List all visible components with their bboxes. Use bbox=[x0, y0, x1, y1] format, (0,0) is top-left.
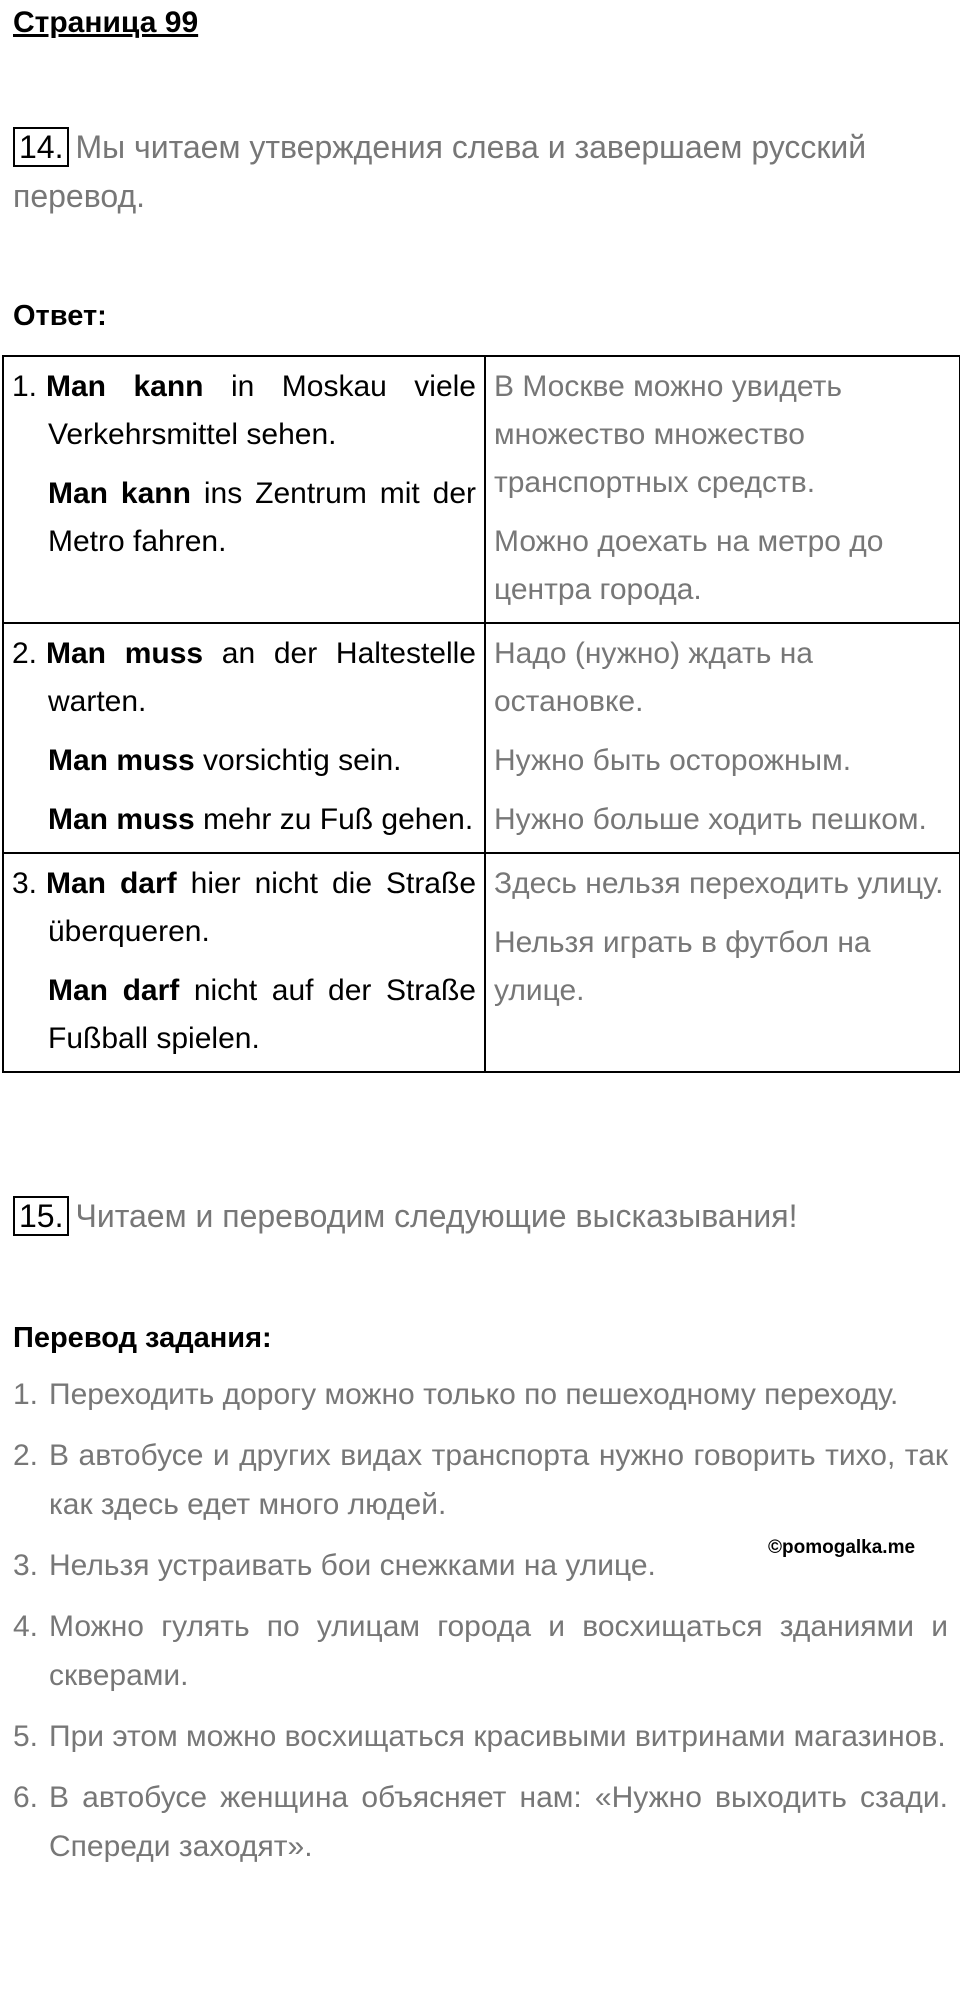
german-cell bbox=[3, 853, 485, 1072]
item-text: Переходить дорогу можно только по пешеходному переходу. bbox=[49, 1378, 899, 1411]
russian-translation: Здесь нельзя переходить улицу. bbox=[494, 867, 944, 900]
modal-phrase: Man muss bbox=[48, 744, 195, 777]
russian-translation: Можно доехать на метро до центра города. bbox=[494, 525, 884, 606]
item-number: 1. bbox=[13, 1378, 39, 1411]
item-number: 4. bbox=[13, 1610, 39, 1643]
translation-heading: Перевод задания: bbox=[13, 1322, 272, 1354]
item-number: 3. bbox=[13, 1549, 39, 1582]
item-number: 2. bbox=[13, 1439, 39, 1472]
german-cell bbox=[3, 623, 485, 853]
list-item bbox=[13, 1602, 948, 1700]
modal-phrase: Man darf bbox=[46, 867, 177, 900]
german-sentence bbox=[12, 796, 476, 844]
table-row bbox=[3, 853, 960, 1072]
translation-list bbox=[13, 1370, 948, 1883]
modal-phrase: Man darf bbox=[48, 974, 180, 1007]
task-number-15: 15. bbox=[13, 1196, 69, 1236]
table-row bbox=[3, 356, 960, 623]
task-14-text: Мы читаем утверждения слева и завершаем русский перевод. bbox=[13, 129, 867, 214]
task-14 bbox=[13, 123, 948, 221]
german-sentence bbox=[12, 470, 476, 566]
russian-cell bbox=[485, 623, 960, 853]
russian-translation: В Москве можно увидеть множество множество транспортных средств. bbox=[494, 370, 842, 499]
table-row bbox=[3, 623, 960, 853]
task-number-14: 14. bbox=[13, 127, 69, 167]
sentence-rest: ins Zentrum mit der Metro fahren. bbox=[48, 477, 476, 558]
modal-phrase: Man kann bbox=[48, 477, 191, 510]
watermark-text: ©pomogalka.me bbox=[768, 1537, 916, 1558]
list-item bbox=[13, 1773, 948, 1871]
row-number: 1. bbox=[12, 370, 38, 403]
item-text: Можно гулять по улицам города и восхищаться зданиями и скверами. bbox=[49, 1610, 948, 1692]
item-text: В автобусе женщина объясняет нам: «Нужно выходить сзади. Спереди заходят». bbox=[49, 1781, 948, 1863]
german-sentence bbox=[12, 860, 476, 956]
russian-cell bbox=[485, 356, 960, 623]
german-sentence bbox=[12, 630, 476, 726]
sentence-rest: mehr zu Fuß gehen. bbox=[194, 803, 474, 836]
german-sentence bbox=[12, 967, 476, 1063]
item-text: При этом можно восхищаться красивыми витринами магазинов. bbox=[49, 1720, 946, 1753]
task-15-text: Читаем и переводим следующие высказывания! bbox=[75, 1198, 798, 1234]
item-number: 5. bbox=[13, 1720, 39, 1753]
item-number: 6. bbox=[13, 1781, 39, 1814]
list-item bbox=[13, 1431, 948, 1529]
item-text: Нельзя устраивать бои снежками на улице. bbox=[49, 1549, 656, 1582]
russian-cell bbox=[485, 853, 960, 1072]
sentence-rest: hier nicht die Straße überqueren. bbox=[48, 867, 477, 948]
russian-translation: Надо (нужно) ждать на остановке. bbox=[494, 637, 813, 718]
russian-translation: Нужно больше ходить пешком. bbox=[494, 803, 927, 836]
item-text: В автобусе и других видах транспорта нужно говорить тихо, так как здесь едет много людей. bbox=[49, 1439, 948, 1521]
row-number: 3. bbox=[12, 867, 38, 900]
modal-phrase: Man kann bbox=[46, 370, 204, 403]
sentence-rest: in Moskau viele Verkehrsmittel sehen. bbox=[48, 370, 476, 451]
sentence-rest: vorsichtig sein. bbox=[194, 744, 402, 777]
task-15 bbox=[13, 1192, 948, 1241]
sentence-rest: nicht auf der Straße Fußball spielen. bbox=[48, 974, 476, 1055]
page-title: Страница 99 bbox=[13, 6, 199, 39]
russian-translation: Нужно быть осторожным. bbox=[494, 744, 852, 777]
list-item bbox=[13, 1370, 948, 1419]
modal-phrase: Man muss bbox=[46, 637, 204, 670]
modal-phrase: Man muss bbox=[48, 803, 195, 836]
german-sentence bbox=[12, 737, 476, 785]
row-number: 2. bbox=[12, 637, 38, 670]
german-cell bbox=[3, 356, 485, 623]
answer-table bbox=[2, 355, 960, 1073]
sentence-rest: an der Haltestelle warten. bbox=[48, 637, 476, 718]
russian-translation: Нельзя играть в футбол на улице. bbox=[494, 926, 871, 1007]
list-item bbox=[13, 1712, 948, 1761]
german-sentence bbox=[12, 363, 476, 459]
answer-heading: Ответ: bbox=[13, 300, 107, 332]
